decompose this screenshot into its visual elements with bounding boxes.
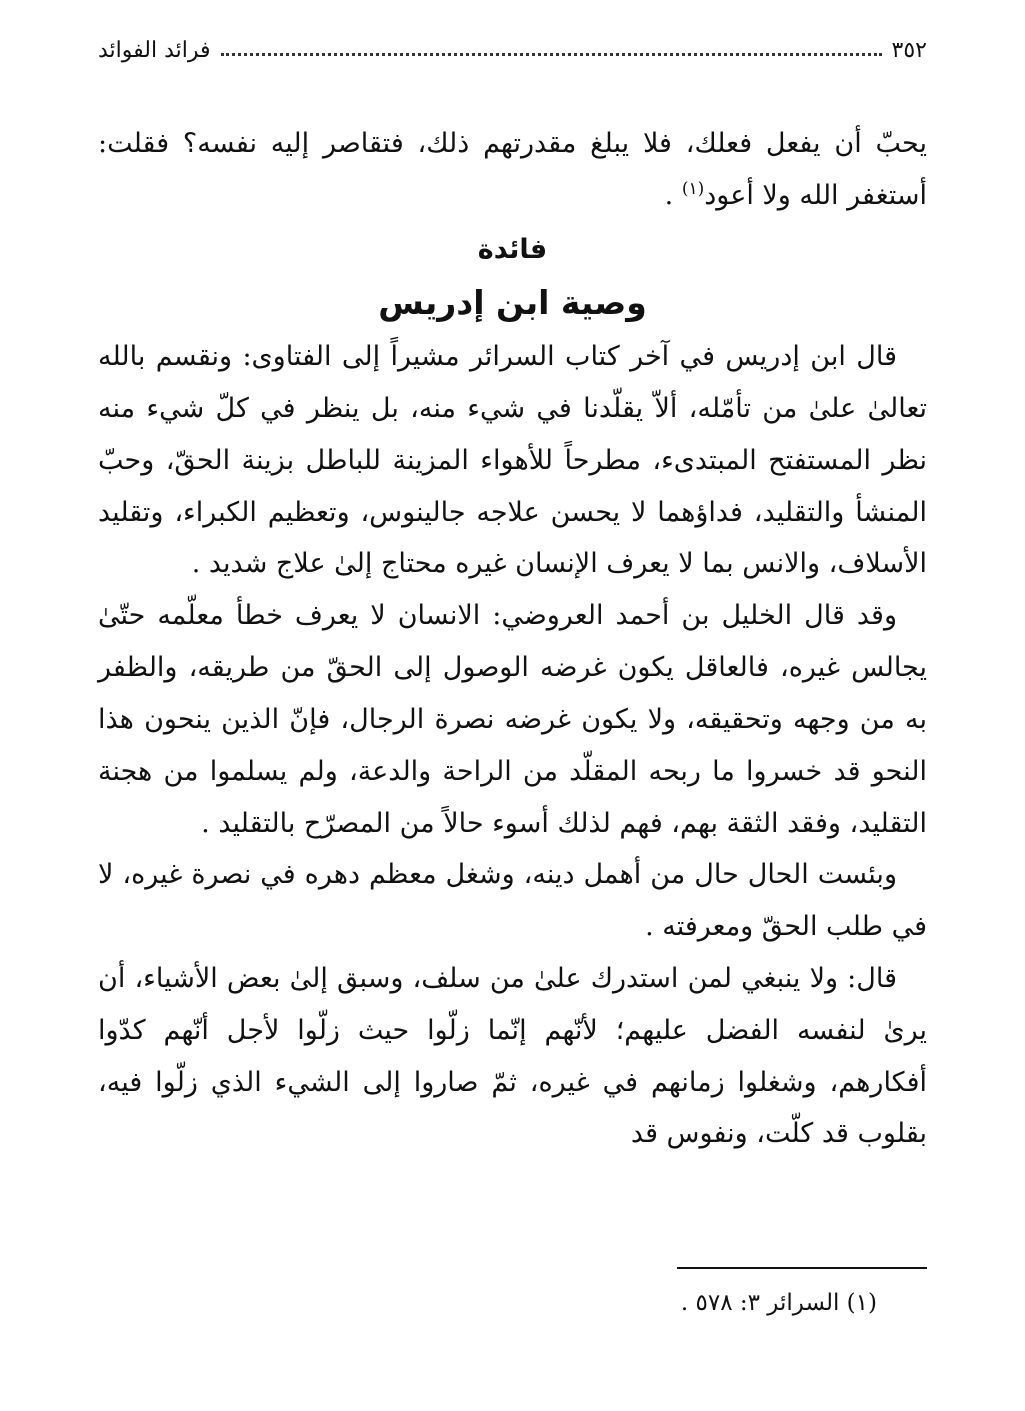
page-number: ٣٥٢ [891, 38, 927, 63]
intro-paragraph [98, 118, 927, 222]
footnote-separator [677, 1267, 927, 1269]
paragraph: قال ابن إدريس في آخر كتاب السرائر مشيراً إلى الفتاوى: ونقسم بالله تعالىٰ علىٰ من تأمّله، ألاّ يقلّدنا في شيء منه، بل ينظر في كلّ شيء منه نظر المستفتح المبتدىء، مطرحاً للأهواء المزينة للباطل بزينة الحقّ، وحبّ المنشأ والتقليد، فداؤهما لا يحسن علاجه جالينوس، وتعظيم الكبراء، وتقليد الأسلاف، والانس بما لا يعرف الإنسان غيره محتاج إلىٰ علاج شديد . [98, 341, 927, 580]
running-header [98, 38, 927, 63]
header-dot-leader [221, 53, 882, 56]
section-label: فائدة [477, 233, 548, 265]
footnote: (١) السرائر ٣: ٥٧٨ . [680, 1290, 877, 1316]
body-text [98, 118, 927, 1160]
paragraph: قال: ولا ينبغي لمن استدرك علىٰ من سلف، وسبق إلىٰ بعض الأشياء، أن يرىٰ لنفسه الفضل عليهم؛ لأنّهم إنّما زلّوا حيث زلّوا لأجل أنّهم كدّوا أفكارهم، وشغلوا زمانهم في غيره، ثمّ صاروا إلى الشيء الذي زلّوا فيه، بقلوب قد كلّت، ونفوس قد [98, 962, 927, 1150]
paragraph: وقد قال الخليل بن أحمد العروضي: الانسان لا يعرف خطأ معلّمه حتّىٰ يجالس غيره، فالعاقل يكون غرضه الوصول إلى الحقّ من طريقه، والظفر به من وجهه وتحقيقه، ولا يكون غرضه نصرة الرجال، فإنّ الذين ينحون هذا النحو قد خسروا ما ربحه المقلّد من الراحة والدعة، ولم يسلموا من هجنة التقليد، وفقد الثقة بهم، فهم لذلك أسوء حالاً من المصرّح بالتقليد . [98, 600, 927, 839]
footnote-ref-mark: (١) [681, 178, 705, 199]
paragraph: وبئست الحال حال من أهمل دينه، وشغل معظم دهره في نصرة غيره، لا في طلب الحقّ ومعرفته . [98, 859, 927, 943]
intro-text: يحبّ أن يفعل فعلك، فلا يبلغ مقدرتهم ذلك، فتقاصر إليه نفسه؟ فقلت: أستغفر الله ولا أعود [98, 128, 927, 211]
section-title: وصية ابن إدريس [378, 282, 647, 322]
book-title: فرائد الفوائد [98, 38, 211, 63]
intro-end: . [664, 179, 674, 211]
